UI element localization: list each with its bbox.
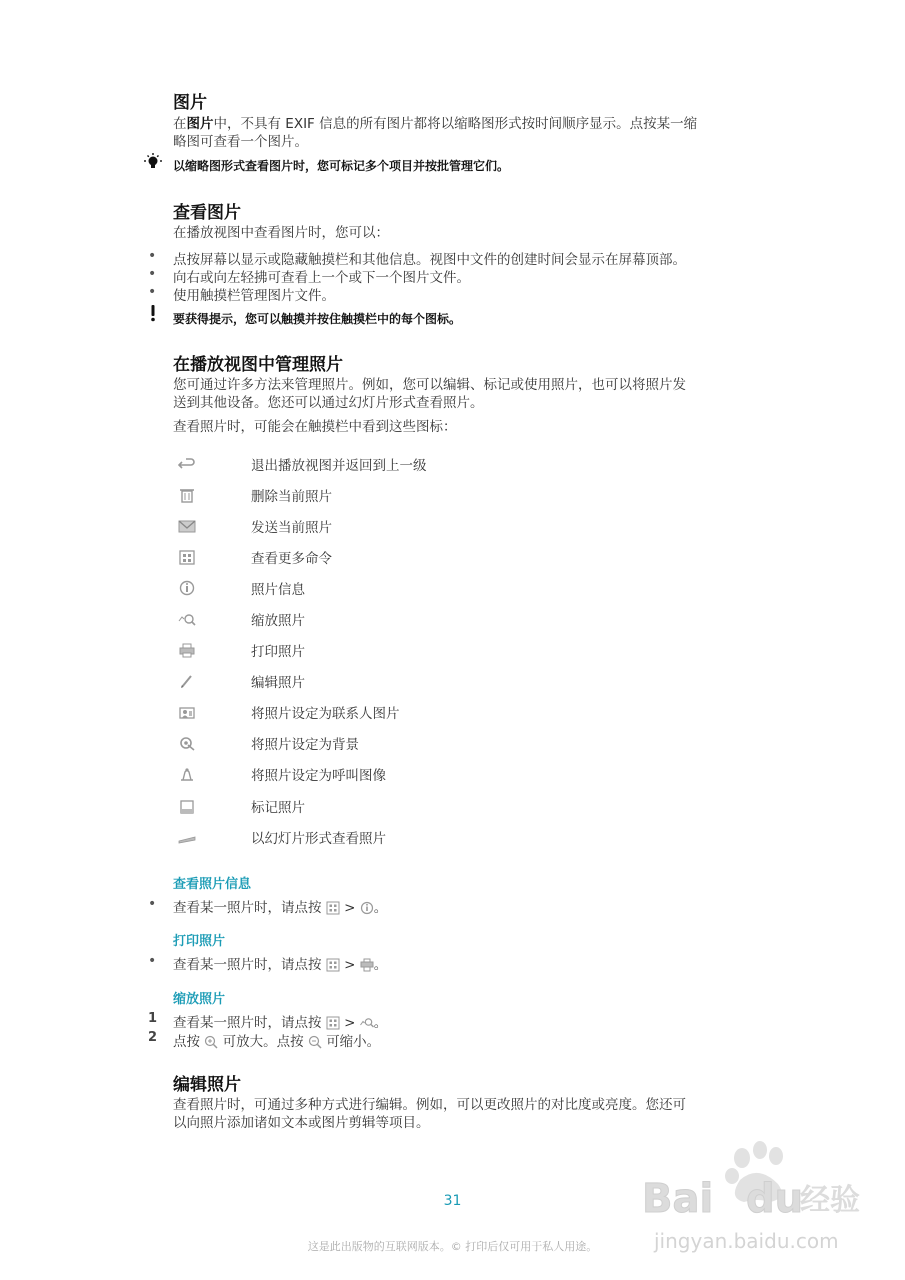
- icon-row-info: 照片信息: [178, 578, 578, 600]
- svg-text:经验: 经验: [800, 1183, 860, 1218]
- icon-row-more: 查看更多命令: [178, 547, 578, 569]
- caller-image-icon: [178, 766, 196, 782]
- list-item: 向右或向左轻拂可查看上一个或下一个图片文件。: [173, 270, 470, 286]
- manage-photos-paragraph: 您可通过许多方法来管理照片。例如，您可以编辑、标记或使用照片，也可以将照片发 送到其他设备。您还可以通过幻灯片形式查看照片。: [173, 377, 686, 411]
- tip-text: 以缩略图形式查看图片时，您可标记多个项目并按批管理它们。: [173, 159, 510, 173]
- more-commands-icon: [326, 958, 340, 972]
- subsection-title-zoom: 缩放照片: [173, 992, 226, 1007]
- zoom-icon: [178, 611, 196, 627]
- icons-intro: 查看照片时，可能会在触摸栏中看到这些图标：: [173, 419, 457, 435]
- photo-info-step: 查看某一照片时，请点按 > 。: [173, 900, 388, 916]
- print-icon: [360, 958, 374, 972]
- page-number: 31: [443, 1193, 462, 1209]
- icon-row-send: 发送当前照片: [178, 516, 578, 538]
- list-item: 点按屏幕以显示或隐藏触摸栏和其他信息。视图中文件的创建时间会显示在屏幕顶部。: [173, 252, 686, 268]
- step-number: 2: [148, 1030, 158, 1045]
- note-text: 要获得提示，您可以触摸并按住触摸栏中的每个图标。: [173, 312, 462, 326]
- icon-row-mark: 标记照片: [178, 796, 578, 818]
- baidu-watermark-logo: [640, 1140, 870, 1270]
- zoom-step-2: 点按 可放大。点按 可缩小。: [173, 1034, 381, 1050]
- tip-lightbulb-icon: [144, 153, 162, 171]
- step-number: 1: [148, 1011, 158, 1026]
- subsection-title-print: 打印照片: [173, 934, 226, 949]
- zoom-step-1: 查看某一照片时，请点按 > 。: [173, 1015, 388, 1031]
- icon-row-back: 退出播放视图并返回到上一级: [178, 454, 578, 476]
- list-item: 使用触摸栏管理图片文件。: [173, 288, 335, 304]
- svg-text:Bai: Bai: [642, 1176, 714, 1222]
- zoom-icon: [360, 1016, 374, 1030]
- slideshow-icon: [178, 829, 196, 845]
- edit-photo-paragraph: 查看照片时，可通过多种方式进行编辑。例如，可以更改照片的对比度或亮度。您还可 以向照片添加诸如文本或图片剪辑等项目。: [173, 1097, 686, 1131]
- info-icon: [360, 901, 374, 915]
- bullet: •: [148, 266, 157, 282]
- print-step: 查看某一照片时，请点按 > 。: [173, 957, 388, 973]
- icon-row-delete: 删除当前照片: [178, 485, 578, 507]
- trash-icon: [178, 487, 196, 503]
- icon-row-slideshow: 以幻灯片形式查看照片: [178, 827, 578, 849]
- more-commands-icon: [178, 549, 196, 565]
- zoom-in-icon: [204, 1035, 218, 1049]
- icon-row-edit: 编辑照片: [178, 671, 578, 693]
- info-icon: [178, 580, 196, 596]
- back-icon: [178, 456, 196, 472]
- bullet: •: [148, 896, 157, 912]
- pictures-paragraph: 在图片中，不具有 EXIF 信息的所有图片都将以缩略图形式按时间顺序显示。点按某一缩 略图可查看一个图片。: [173, 116, 698, 150]
- icon-row-caller-image: 将照片设定为呼叫图像: [178, 764, 578, 786]
- contact-picture-icon: [178, 704, 196, 720]
- icon-row-print: 打印照片: [178, 640, 578, 662]
- footer-text: 这是此出版物的互联网版本。© 打印后仅可用于私人用途。: [307, 1240, 598, 1253]
- section-title-manage-photos: 在播放视图中管理照片: [173, 355, 343, 375]
- print-icon: [178, 642, 196, 658]
- zoom-out-icon: [308, 1035, 322, 1049]
- pencil-icon: [178, 673, 196, 689]
- icon-row-contact-picture: 将照片设定为联系人图片: [178, 702, 578, 724]
- svg-text:du: du: [746, 1176, 804, 1222]
- section-title-pictures: 图片: [173, 93, 207, 113]
- icon-row-wallpaper: 将照片设定为背景: [178, 733, 578, 755]
- mark-icon: [178, 798, 196, 814]
- more-commands-icon: [326, 1016, 340, 1030]
- svg-text:jingyan.baidu.com: jingyan.baidu.com: [654, 1229, 839, 1253]
- envelope-icon: [178, 518, 196, 534]
- bullet: •: [148, 953, 157, 969]
- subsection-title-photo-info: 查看照片信息: [173, 877, 252, 892]
- more-commands-icon: [326, 901, 340, 915]
- exclamation-icon: [144, 304, 162, 322]
- section-title-edit-photo: 编辑照片: [173, 1075, 241, 1095]
- view-pictures-intro: 在播放视图中查看图片时，您可以：: [173, 225, 389, 241]
- wallpaper-icon: [178, 735, 196, 751]
- bullet: •: [148, 284, 157, 300]
- icon-row-zoom: 缩放照片: [178, 609, 578, 631]
- bullet: •: [148, 248, 157, 264]
- section-title-view-pictures: 查看图片: [173, 203, 241, 223]
